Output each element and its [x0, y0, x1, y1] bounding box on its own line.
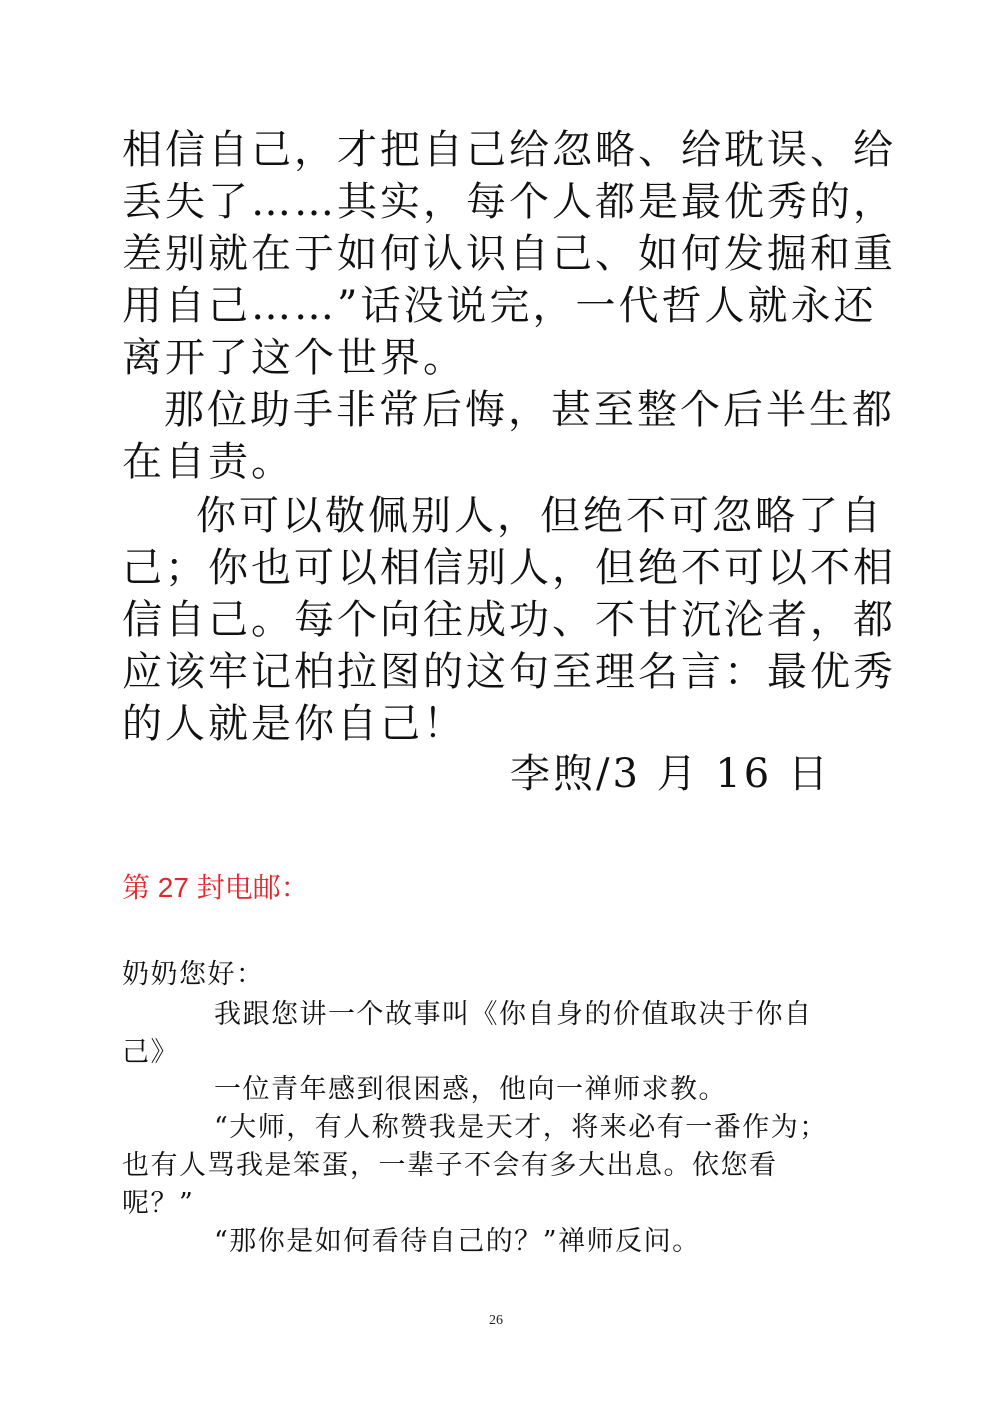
body-line-4: 用自己……”话没说完，一代哲人就永还: [122, 283, 877, 329]
letter-line-7: “那你是如何看待自己的？”禅师反问。: [214, 1226, 701, 1257]
letter-line-2: 己》: [122, 1037, 179, 1068]
body-line-8: 你可以敬佩别人，但绝不可忽略了自: [196, 493, 884, 539]
body-line-11: 应该牢记柏拉图的这句至理名言：最优秀: [122, 649, 896, 695]
body-line-5: 离开了这个世界。: [122, 335, 466, 381]
body-line-6: 那位助手非常后悔，甚至整个后半生都: [164, 387, 895, 433]
body-line-9: 己；你也可以相信别人，但绝不可以不相: [122, 545, 896, 591]
letter-greeting: 奶奶您好：: [122, 959, 265, 990]
letter-line-3: 一位青年感到很困惑，他向一禅师求教。: [214, 1074, 727, 1105]
body-line-3: 差别就在于如何认识自己、如何发掘和重: [122, 231, 896, 277]
letter-line-4: “大师，有人称赞我是天才，将来必有一番作为；: [214, 1112, 828, 1143]
letter-line-6: 呢？”: [122, 1188, 195, 1219]
letter-line-1: 我跟您讲一个故事叫《你自身的价值取决于你自: [214, 999, 813, 1030]
body-line-1: 相信自己，才把自己给忽略、给耽误、给: [122, 127, 896, 173]
body-line-10: 信自己。每个向往成功、不甘沉沦者，都: [122, 597, 896, 643]
body-line-7: 在自责。: [122, 439, 294, 485]
email-heading: 第 27 封电邮：: [122, 872, 309, 903]
body-line-2: 丢失了……其实，每个人都是最优秀的，: [122, 179, 896, 225]
page-number: 26: [489, 1313, 503, 1328]
body-line-12: 的人就是你自己！: [122, 701, 466, 747]
signature: 李煦/3 月 16 日: [510, 751, 831, 797]
letter-line-5: 也有人骂我是笨蛋，一辈子不会有多大出息。依您看: [122, 1150, 778, 1181]
